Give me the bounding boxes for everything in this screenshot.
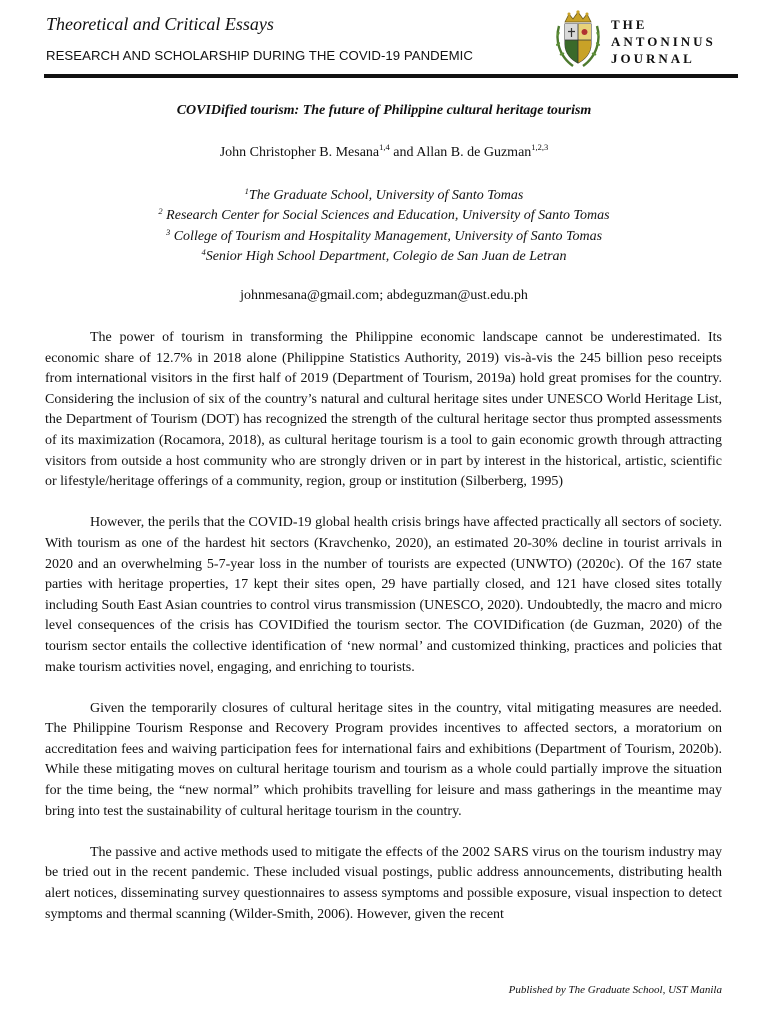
body-paragraph: Given the temporarily closures of cultural heritage sites in the country, vital mitigating measures are needed. The Philippine Tourism Response and Recovery Program provides incentives to affected sectors, a moratorium on accreditation fees and waiving participation fees for international fairs and exhibitions (Department of Tourism, 2020b). While these mitigating moves on cultural heritage tourism and tourism as a whole could partially improve the situation for the time being, the “new normal” which prohibits travelling for leisure and mass gatherings in the meantime may bring into test the sustainability of cultural heritage tourism in the country.: [45, 700, 722, 819]
author-emails: johnmesana@gmail.com; abdeguzman@ust.edu.ph: [240, 288, 528, 303]
article-body: [45, 328, 722, 946]
author-affiliation-marker: 1,4: [379, 142, 390, 152]
author-line: [0, 142, 768, 161]
affiliation-text: Research Center for Social Sciences and Education, University of Santo Tomas: [162, 208, 610, 224]
affiliation-text: The Graduate School, University of Santo Tomas: [248, 188, 524, 203]
brand-line-the: THE: [611, 17, 648, 32]
journal-series-title: Theoretical and Critical Essays: [46, 14, 274, 34]
header-rule: [44, 74, 738, 78]
affiliations: [0, 186, 768, 267]
affiliation-text: Senior High School Department, Colegio de San Juan de Letran: [205, 248, 567, 264]
journal-section-title: RESEARCH AND SCHOLARSHIP DURING THE COVID-19 PANDEMIC: [46, 48, 473, 63]
brand-line-journal: JOURNAL: [611, 51, 695, 66]
body-paragraph: However, the perils that the COVID-19 global health crisis brings have affected practically all sectors of society. With tourism as one of the hardest hit sectors (Kravchenko, 2020), an estimated 20-30% decline in tourist arrivals in 2020 and an overwhelming 5-7-year loss in the number of tourists are expected (UNWTO) (2020c). Of the 167 state parties with heritage properties, 17 kept their sites open, 29 have partially closed, and 121 have closed sites totally including South East Asian countries to control virus transmission (UNESCO, 2020). Undoubtedly, the macro and micro level consequences of the crisis has COVIDified the tourism sector. The COVIDification (de Guzman, 2020) of the tourism sector entails the collective identification of ‘new normal’ and customized thinking, practices and policies that make tourism activities novel, engaging, and enriching to tourists.: [45, 515, 722, 675]
affiliation-line: [0, 206, 768, 226]
university-crest-icon: [553, 10, 603, 72]
affiliation-line: [0, 247, 768, 267]
affiliation-text: College of Tourism and Hospitality Management, University of Santo Tomas: [170, 228, 603, 244]
author-affiliation-marker: 1,2,3: [531, 142, 549, 152]
affiliation-marker: 1: [244, 186, 249, 196]
article-title: COVIDified tourism: The future of Philippine cultural heritage tourism: [176, 103, 592, 118]
journal-header: [44, 10, 738, 76]
affiliation-marker: 4: [201, 246, 206, 257]
body-paragraph: The passive and active methods used to mitigate the effects of the 2002 SARS virus on the tourism industry may be tried out in the recent pandemic. These included visual postings, public address announcements, distributing health alert notices, disseminating survey questionnaires to assess symptoms and possible exposure, visual inspection to detect symptoms and thermal scanning (Wilder-Smith, 2006). However, given the recent: [45, 844, 722, 922]
affiliation-line: [0, 186, 768, 206]
brand-line-antoninus: ANTONINUS: [611, 34, 716, 49]
author-name: John Christopher B. Mesana: [219, 145, 380, 160]
body-paragraph: The power of tourism in transforming the Philippine economic landscape cannot be underestimated. Its economic share of 12.7% in 2018 alone (Philippine Statistics Authority, 2019) vis-à-vis the 245 billion peso receipts from international visitors in the first half of 2019 (Department of Tourism, 2019a) hold great promises for the country. Considering the inclusion of six of the country’s natural and cultural heritage sites under UNESCO World Heritage List, the Department of Tourism (DOT) has recognized the strength of the cultural heritage sector thus prompted assessments of its maximization (Rocamora, 2018), as cultural heritage tourism is a tool to gain economic growth through attracting visitors from outside a host community who are strongly driven or in part by interest in the historical, artistic, scientific or lifestyle/heritage offerings of a community, region, group or institution (Silberberg, 1995): [45, 330, 722, 490]
publisher-footer: Published by The Graduate School, UST Manila: [508, 984, 722, 996]
affiliation-marker: 2: [158, 206, 163, 217]
author-conjunction: and: [389, 145, 417, 160]
affiliation-marker: 3: [165, 226, 171, 237]
journal-brand: [611, 16, 716, 67]
affiliation-line: [0, 227, 768, 247]
author-name: Allan B. de Guzman: [416, 145, 532, 160]
